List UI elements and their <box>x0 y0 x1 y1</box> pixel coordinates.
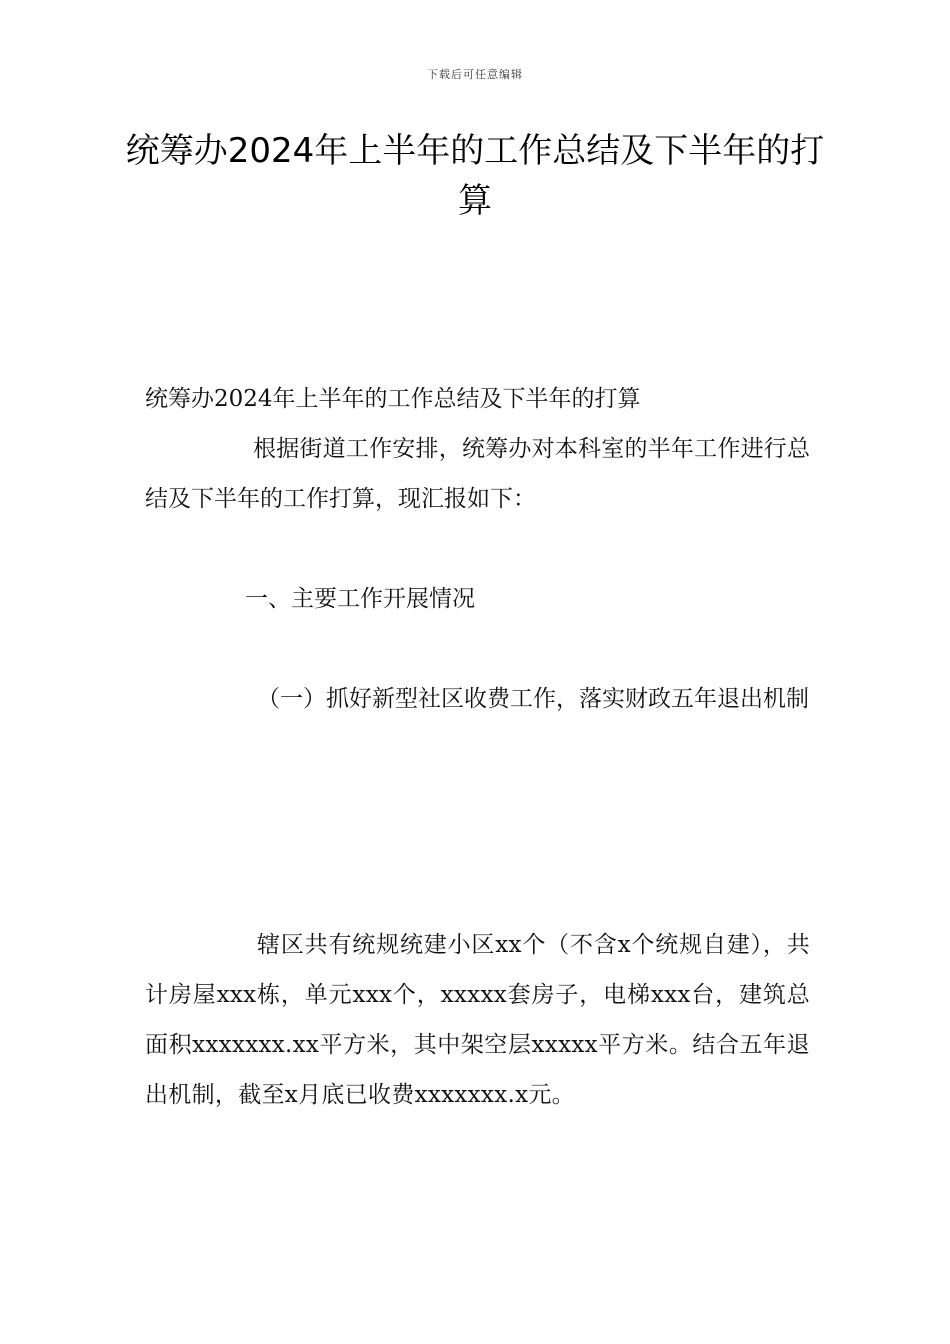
document-subtitle: 统筹办2024年上半年的工作总结及下半年的打算 <box>145 386 641 412</box>
body-paragraph: 辖区共有统规统建小区xx个（不含x个统规自建），共计房屋xxx栋，单元xxx个，xxxxx套房子，电梯xxx台，建筑总面积xxxxxxx.xx平方米，其中架空层xxxxx平方米。结合五年退出机制，截至x月底已收费xxxxxxx.x元。 <box>145 932 810 1108</box>
section-heading: 一、主要工作开展情况 <box>245 586 475 612</box>
document-title: 统筹办2024年上半年的工作总结及下半年的打算 <box>125 131 825 221</box>
intro-paragraph: 根据街道工作安排，统筹办对本科室的半年工作进行总结及下半年的工作打算，现汇报如下： <box>145 436 810 512</box>
header-note: 下载后可任意编辑 <box>427 68 523 81</box>
subsection-heading: （一）抓好新型社区收费工作，落实财政五年退出机制 <box>257 686 809 712</box>
